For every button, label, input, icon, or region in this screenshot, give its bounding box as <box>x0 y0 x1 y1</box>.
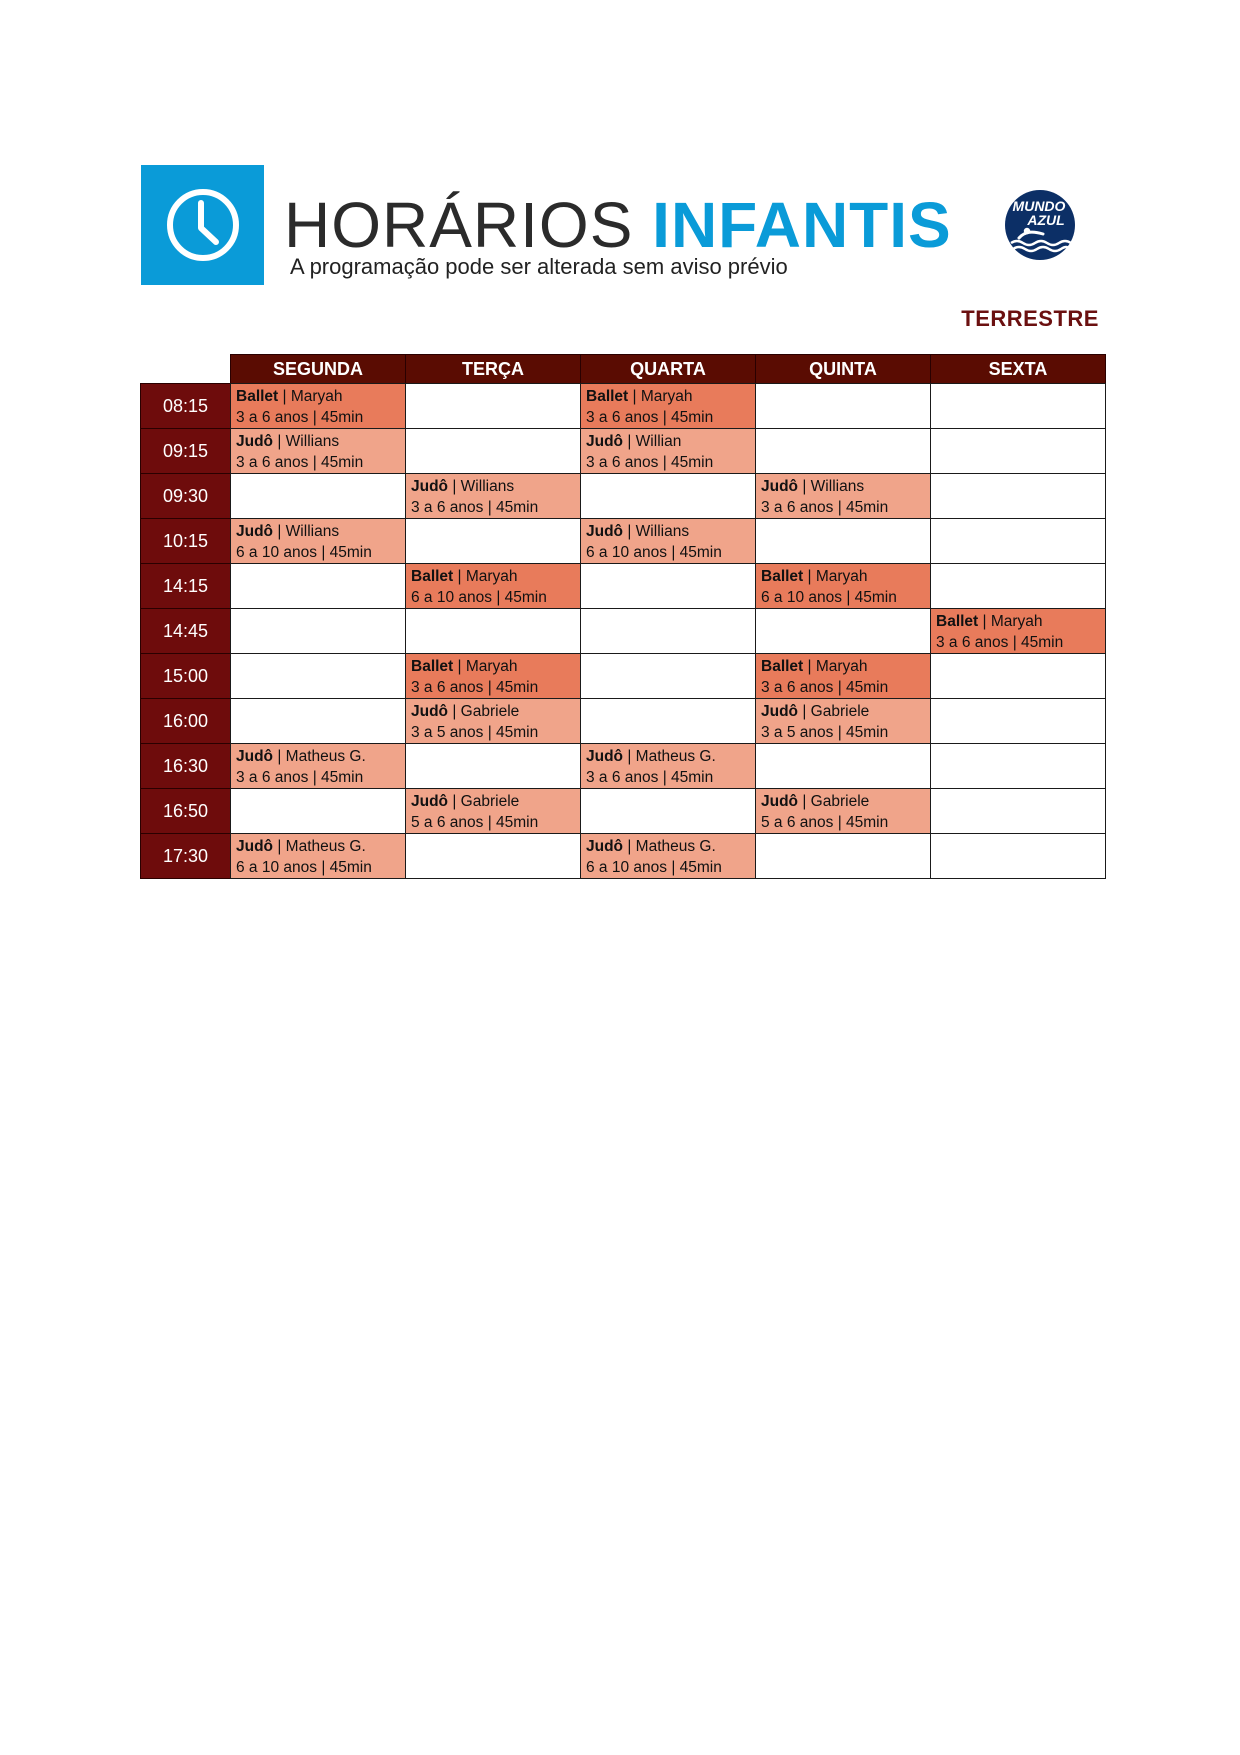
class-details: 3 a 5 anos | 45min <box>411 724 539 741</box>
judo-class-slot <box>230 833 406 879</box>
page-title <box>284 190 952 260</box>
judo-class-slot <box>580 428 756 474</box>
empty-slot <box>755 383 931 429</box>
ballet-class-slot <box>755 563 931 609</box>
empty-slot <box>930 563 1106 609</box>
activity-name: Judô <box>761 703 799 720</box>
empty-slot <box>230 653 406 699</box>
teacher-name: Matheus G. <box>635 748 716 765</box>
time-slot: 14:45 <box>140 608 231 654</box>
activity-name: Ballet <box>411 568 454 585</box>
judo-class-slot <box>230 518 406 564</box>
empty-slot <box>230 608 406 654</box>
class-details: 3 a 6 anos | 45min <box>586 769 714 786</box>
time-slot: 10:15 <box>140 518 231 564</box>
empty-slot <box>405 383 581 429</box>
class-details: 3 a 6 anos | 45min <box>236 454 364 471</box>
time-slot: 16:50 <box>140 788 231 834</box>
class-title-line: Ballet | Maryah <box>936 613 1043 630</box>
judo-class-slot <box>405 473 581 519</box>
activity-name: Judô <box>411 793 449 810</box>
activity-name: Ballet <box>586 388 629 405</box>
empty-slot <box>930 428 1106 474</box>
class-title-line: Ballet | Maryah <box>586 388 693 405</box>
judo-class-slot <box>755 788 931 834</box>
class-title-line: Judô | Willian <box>586 433 682 450</box>
time-slot: 14:15 <box>140 563 231 609</box>
logo-text-2: AZUL <box>1027 212 1065 228</box>
class-title-line: Judô | Gabriele <box>761 793 870 810</box>
ballet-class-slot <box>230 383 406 429</box>
class-title-line: Judô | Matheus G. <box>586 748 716 765</box>
class-title-line: Judô | Gabriele <box>411 703 520 720</box>
day-header: SEXTA <box>930 354 1106 384</box>
clock-icon <box>164 186 242 264</box>
teacher-name: Maryah <box>990 613 1043 630</box>
ballet-class-slot <box>755 653 931 699</box>
activity-name: Judô <box>761 793 799 810</box>
empty-slot <box>405 743 581 789</box>
empty-slot <box>580 653 756 699</box>
day-header: TERÇA <box>405 354 581 384</box>
activity-name: Judô <box>236 748 274 765</box>
activity-name: Ballet <box>236 388 279 405</box>
empty-slot <box>405 518 581 564</box>
class-title-line: Judô | Willians <box>236 523 340 540</box>
teacher-name: Maryah <box>290 388 343 405</box>
teacher-name: Willians <box>285 523 340 540</box>
activity-name: Judô <box>411 478 449 495</box>
title-bold: INFANTIS <box>652 189 952 261</box>
judo-class-slot <box>230 743 406 789</box>
time-slot: 16:30 <box>140 743 231 789</box>
teacher-name: Gabriele <box>810 703 870 720</box>
class-details: 5 a 6 anos | 45min <box>761 814 889 831</box>
class-details: 6 a 10 anos | 45min <box>411 589 547 606</box>
class-details: 3 a 6 anos | 45min <box>411 679 539 696</box>
teacher-name: Gabriele <box>810 793 870 810</box>
activity-name: Judô <box>586 523 624 540</box>
page-subtitle: A programação pode ser alterada sem aviso prévio <box>290 254 788 279</box>
activity-name: Judô <box>586 838 624 855</box>
class-details: 3 a 6 anos | 45min <box>761 499 889 516</box>
teacher-name: Matheus G. <box>635 838 716 855</box>
time-slot: 17:30 <box>140 833 231 879</box>
teacher-name: Willian <box>635 433 682 450</box>
class-title-line: Ballet | Maryah <box>761 658 868 675</box>
time-slot: 09:30 <box>140 473 231 519</box>
judo-class-slot <box>405 788 581 834</box>
teacher-name: Willians <box>460 478 515 495</box>
teacher-name: Matheus G. <box>285 748 366 765</box>
class-title-line: Judô | Willians <box>236 433 340 450</box>
class-details: 6 a 10 anos | 45min <box>236 544 372 561</box>
teacher-name: Maryah <box>465 658 518 675</box>
teacher-name: Maryah <box>815 658 868 675</box>
schedule-table <box>140 354 1106 879</box>
mundo-azul-logo <box>1003 187 1077 263</box>
class-details: 6 a 10 anos | 45min <box>586 859 722 876</box>
ballet-class-slot <box>930 608 1106 654</box>
empty-slot <box>755 833 931 879</box>
empty-slot <box>930 518 1106 564</box>
activity-name: Ballet <box>411 658 454 675</box>
empty-slot <box>230 698 406 744</box>
class-title-line: Judô | Matheus G. <box>236 838 366 855</box>
title-light: HORÁRIOS <box>284 189 634 261</box>
class-title-line: Judô | Matheus G. <box>586 838 716 855</box>
class-details: 6 a 10 anos | 45min <box>236 859 372 876</box>
empty-slot <box>230 788 406 834</box>
class-details: 3 a 6 anos | 45min <box>761 679 889 696</box>
judo-class-slot <box>580 518 756 564</box>
activity-name: Ballet <box>936 613 979 630</box>
empty-slot <box>405 833 581 879</box>
teacher-name: Gabriele <box>460 703 520 720</box>
empty-slot <box>930 788 1106 834</box>
empty-slot <box>580 698 756 744</box>
activity-name: Judô <box>411 703 449 720</box>
time-slot: 15:00 <box>140 653 231 699</box>
empty-slot <box>580 563 756 609</box>
empty-slot <box>930 473 1106 519</box>
class-details: 6 a 10 anos | 45min <box>586 544 722 561</box>
judo-class-slot <box>405 698 581 744</box>
class-title-line: Judô | Willians <box>761 478 865 495</box>
section-label: TERRESTRE <box>961 306 1099 331</box>
clock-logo-box <box>141 165 264 285</box>
activity-name: Judô <box>236 523 274 540</box>
empty-slot <box>930 743 1106 789</box>
empty-slot <box>580 608 756 654</box>
teacher-name: Willians <box>635 523 690 540</box>
class-title-line: Ballet | Maryah <box>761 568 868 585</box>
class-details: 3 a 6 anos | 45min <box>936 634 1064 651</box>
empty-slot <box>580 788 756 834</box>
ballet-class-slot <box>405 563 581 609</box>
judo-class-slot <box>580 833 756 879</box>
empty-slot <box>405 608 581 654</box>
empty-slot <box>755 518 931 564</box>
empty-slot <box>580 473 756 519</box>
class-title-line: Ballet | Maryah <box>236 388 343 405</box>
teacher-name: Maryah <box>640 388 693 405</box>
empty-slot <box>930 833 1106 879</box>
time-slot: 09:15 <box>140 428 231 474</box>
class-title-line: Ballet | Maryah <box>411 568 518 585</box>
table-corner <box>140 354 231 384</box>
empty-slot <box>755 608 931 654</box>
class-title-line: Judô | Gabriele <box>411 793 520 810</box>
ballet-class-slot <box>405 653 581 699</box>
class-title-line: Judô | Willians <box>586 523 690 540</box>
teacher-name: Willians <box>810 478 865 495</box>
empty-slot <box>755 743 931 789</box>
day-header: SEGUNDA <box>230 354 406 384</box>
empty-slot <box>230 563 406 609</box>
activity-name: Judô <box>761 478 799 495</box>
logo-text-1: MUNDO <box>1012 198 1066 214</box>
activity-name: Judô <box>586 433 624 450</box>
class-details: 3 a 6 anos | 45min <box>586 454 714 471</box>
teacher-name: Maryah <box>465 568 518 585</box>
activity-name: Judô <box>586 748 624 765</box>
activity-name: Judô <box>236 433 274 450</box>
empty-slot <box>930 383 1106 429</box>
judo-class-slot <box>230 428 406 474</box>
empty-slot <box>930 653 1106 699</box>
empty-slot <box>405 428 581 474</box>
time-slot: 08:15 <box>140 383 231 429</box>
class-details: 3 a 6 anos | 45min <box>411 499 539 516</box>
class-title-line: Ballet | Maryah <box>411 658 518 675</box>
empty-slot <box>755 428 931 474</box>
activity-name: Ballet <box>761 658 804 675</box>
class-title-line: Judô | Matheus G. <box>236 748 366 765</box>
class-details: 3 a 6 anos | 45min <box>236 769 364 786</box>
judo-class-slot <box>755 698 931 744</box>
teacher-name: Gabriele <box>460 793 520 810</box>
activity-name: Ballet <box>761 568 804 585</box>
class-details: 6 a 10 anos | 45min <box>761 589 897 606</box>
class-title-line: Judô | Willians <box>411 478 515 495</box>
time-slot: 16:00 <box>140 698 231 744</box>
day-header: QUARTA <box>580 354 756 384</box>
class-details: 3 a 6 anos | 45min <box>586 409 714 426</box>
empty-slot <box>930 698 1106 744</box>
teacher-name: Matheus G. <box>285 838 366 855</box>
teacher-name: Willians <box>285 433 340 450</box>
teacher-name: Maryah <box>815 568 868 585</box>
class-title-line: Judô | Gabriele <box>761 703 870 720</box>
class-details: 3 a 5 anos | 45min <box>761 724 889 741</box>
ballet-class-slot <box>580 383 756 429</box>
class-details: 5 a 6 anos | 45min <box>411 814 539 831</box>
day-header: QUINTA <box>755 354 931 384</box>
empty-slot <box>230 473 406 519</box>
judo-class-slot <box>580 743 756 789</box>
activity-name: Judô <box>236 838 274 855</box>
class-details: 3 a 6 anos | 45min <box>236 409 364 426</box>
judo-class-slot <box>755 473 931 519</box>
